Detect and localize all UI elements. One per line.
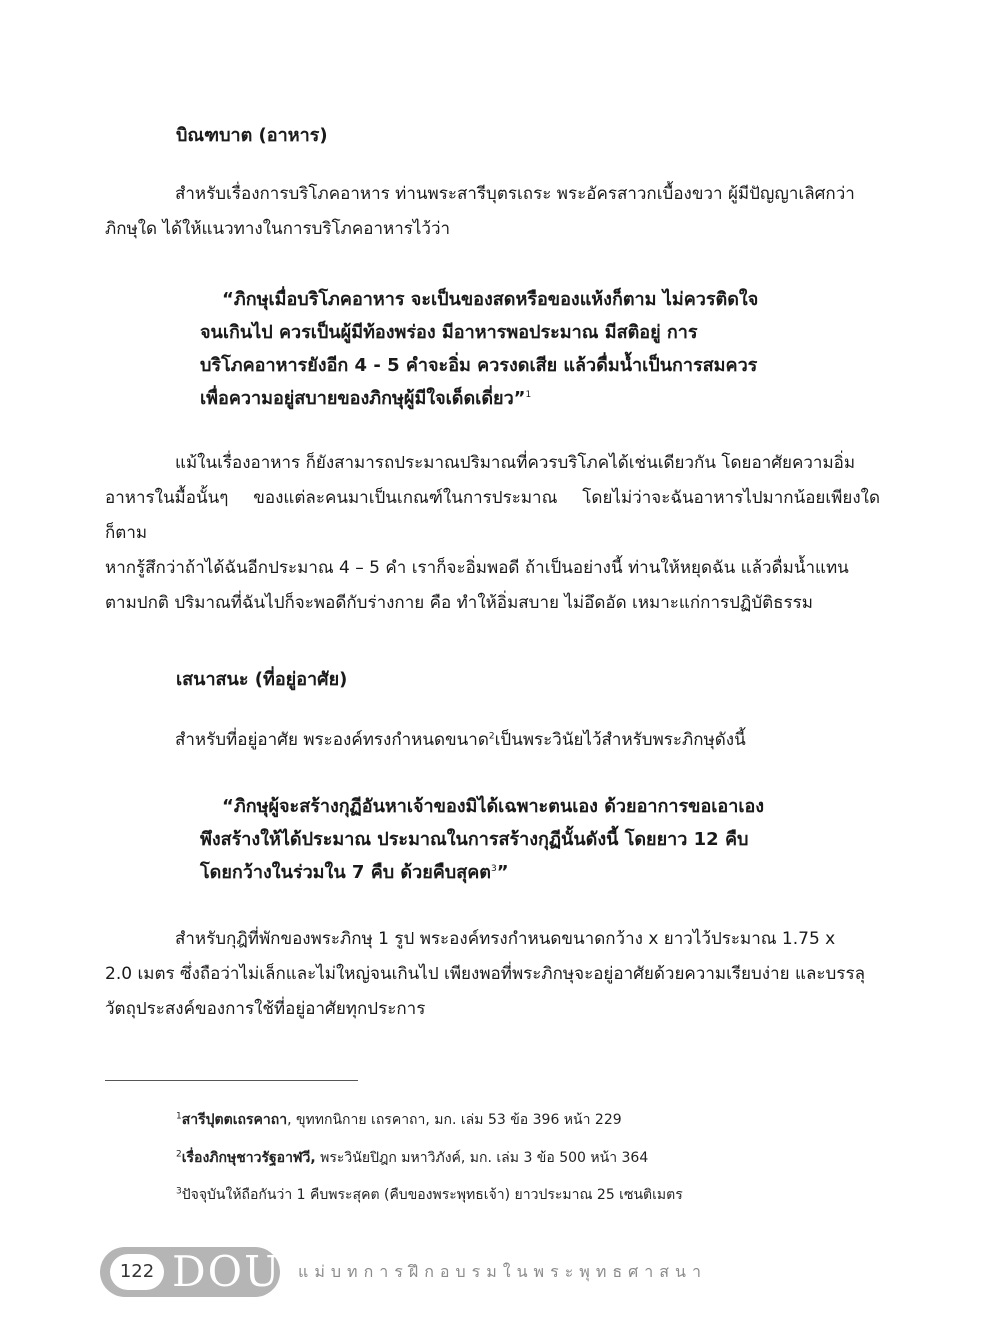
section-heading-lodging: เสนาสนะ (ที่อยู่อาศัย) [176, 669, 348, 690]
footnote-3 [176, 1185, 683, 1205]
quote-line: “ภิกษุเมื่อบริโภคอาหาร จะเป็นของสดหรือของแห้งก็ตาม ไม่ควรติดใจ [222, 289, 759, 310]
quote-line: บริโภคอาหารยังอีก 4 - 5 คำจะอิ่ม ควรงดเสีย แล้วดื่มน้ำเป็นการสมควร [200, 355, 758, 376]
text-line: หากรู้สึกว่าถ้าได้ฉันอีกประมาณ 4 – 5 คำ เราก็จะอิ่มพอดี ถ้าเป็นอย่างนี้ ท่านให้หยุดฉัน แล้วดื่มน้ำแทน [105, 558, 849, 578]
quote-line [200, 856, 773, 889]
text-line: สำหรับกุฎิที่พักของพระภิกษุ 1 รูป พระองค์ทรงกำหนดขนาดกว้าง x ยาวไว้ประมาณ 1.75 x [175, 929, 836, 949]
footnote-divider [105, 1080, 358, 1081]
section-heading-alms: บิณฑบาต (อาหาร) [176, 125, 328, 146]
footnote-title: สารีปุตตเถรคาถา [181, 1112, 288, 1128]
text-line: สำหรับเรื่องการบริโภคอาหาร ท่านพระสารีบุตรเถระ พระอัครสาวกเบื้องขวา ผู้มีปัญญาเลิศกว่า [175, 184, 855, 204]
intro-text: เป็นพระวินัยไว้สำหรับพระภิกษุดังนี้ [494, 730, 746, 750]
quote-line: พึงสร้างให้ได้ประมาณ ประมาณในการสร้างกุฏีนั้นดังนี้ โดยยาว 12 คืบ [200, 829, 749, 850]
quote-line: “ภิกษุผู้จะสร้างกุฏีอันหาเจ้าของมิได้เฉพาะตนเอง ด้วยอาการขอเอาเอง [222, 796, 765, 817]
footnote-title: เรื่องภิกษุชาวรัฐอาฬวี, [181, 1150, 316, 1166]
page-number: 122 [110, 1254, 164, 1290]
paragraph-alms-intro [105, 177, 880, 247]
quote-alms [200, 283, 773, 415]
footnote-mark: 2 [488, 731, 495, 742]
text-line: อาหารในมื้อนั้นๆ ของแต่ละคนมาเป็นเกณฑ์ในการประมาณ โดยไม่ว่าจะฉันอาหารไปมากน้อยเพียงใดก็ตาม [105, 488, 880, 543]
footnote-text: , ขุททกนิกาย เถรคาถา, มก. เล่ม 53 ข้อ 396 หน้า 229 [287, 1112, 622, 1128]
footnote-mark: 3 [176, 1186, 182, 1197]
quote-text: ” [496, 862, 509, 883]
footnote-text: ปัจจุบันให้ถือกันว่า 1 คืบพระสุคต (คืบของพระพุทธเจ้า) ยาวประมาณ 25 เซนติเมตร [181, 1187, 683, 1203]
footnote-mark: 1 [525, 390, 532, 400]
footnote-2 [176, 1148, 648, 1168]
book-title: แม่บทการฝึกอบรมในพระพุทธศาสนา [298, 1262, 707, 1281]
quote-text: โดยกว้างในร่วมใน 7 คืบ ด้วยคืบสุคต [200, 862, 491, 883]
text-line: แม้ในเรื่องอาหาร ก็ยังสามารถประมาณปริมาณที่ควรบริโภคได้เช่นเดียวกัน โดยอาศัยความอิ่ม [175, 453, 856, 473]
paragraph-lodging-body [105, 922, 880, 1027]
footnote-mark: 2 [176, 1149, 182, 1160]
paragraph-alms-body [105, 446, 880, 621]
footnote-mark: 1 [176, 1111, 182, 1122]
text-line: 2.0 เมตร ซึ่งถือว่าไม่เล็กและไม่ใหญ่จนเกินไป เพียงพอที่พระภิกษุจะอยู่อาศัยด้วยความเรียบง่าย และบรรลุ [105, 964, 865, 984]
quote-line [200, 382, 773, 415]
quote-line: จนเกินไป ควรเป็นผู้มีท้องพร่อง มีอาหารพอประมาณ มีสติอยู่ การ [200, 322, 698, 343]
intro-text: สำหรับที่อยู่อาศัย พระองค์ทรงกำหนดขนาด [175, 730, 489, 750]
text-line: ภิกษุใด ได้ให้แนวทางในการบริโภคอาหารไว้ว่า [105, 219, 451, 239]
footnote-mark: 3 [490, 864, 497, 874]
quote-lodging [200, 790, 773, 889]
footnote-text: พระวินัยปิฎก มหาวิภังค์, มก. เล่ม 3 ข้อ 500 หน้า 364 [315, 1150, 649, 1166]
text-line [105, 723, 880, 758]
paragraph-lodging-intro [105, 723, 880, 758]
text-line: ตามปกติ ปริมาณที่ฉันไปก็จะพอดีกับร่างกาย คือ ทำให้อิ่มสบาย ไม่อึดอัด เหมาะแก่การปฏิบัติธรรม [105, 593, 814, 613]
dou-logo: DOU [172, 1247, 282, 1296]
quote-text: เพื่อความอยู่สบายของภิกษุผู้มีใจเด็ดเดี่ยว” [200, 388, 526, 409]
footnote-1 [176, 1110, 622, 1130]
text-line: วัตถุประสงค์ของการใช้ที่อยู่อาศัยทุกประการ [105, 999, 426, 1019]
